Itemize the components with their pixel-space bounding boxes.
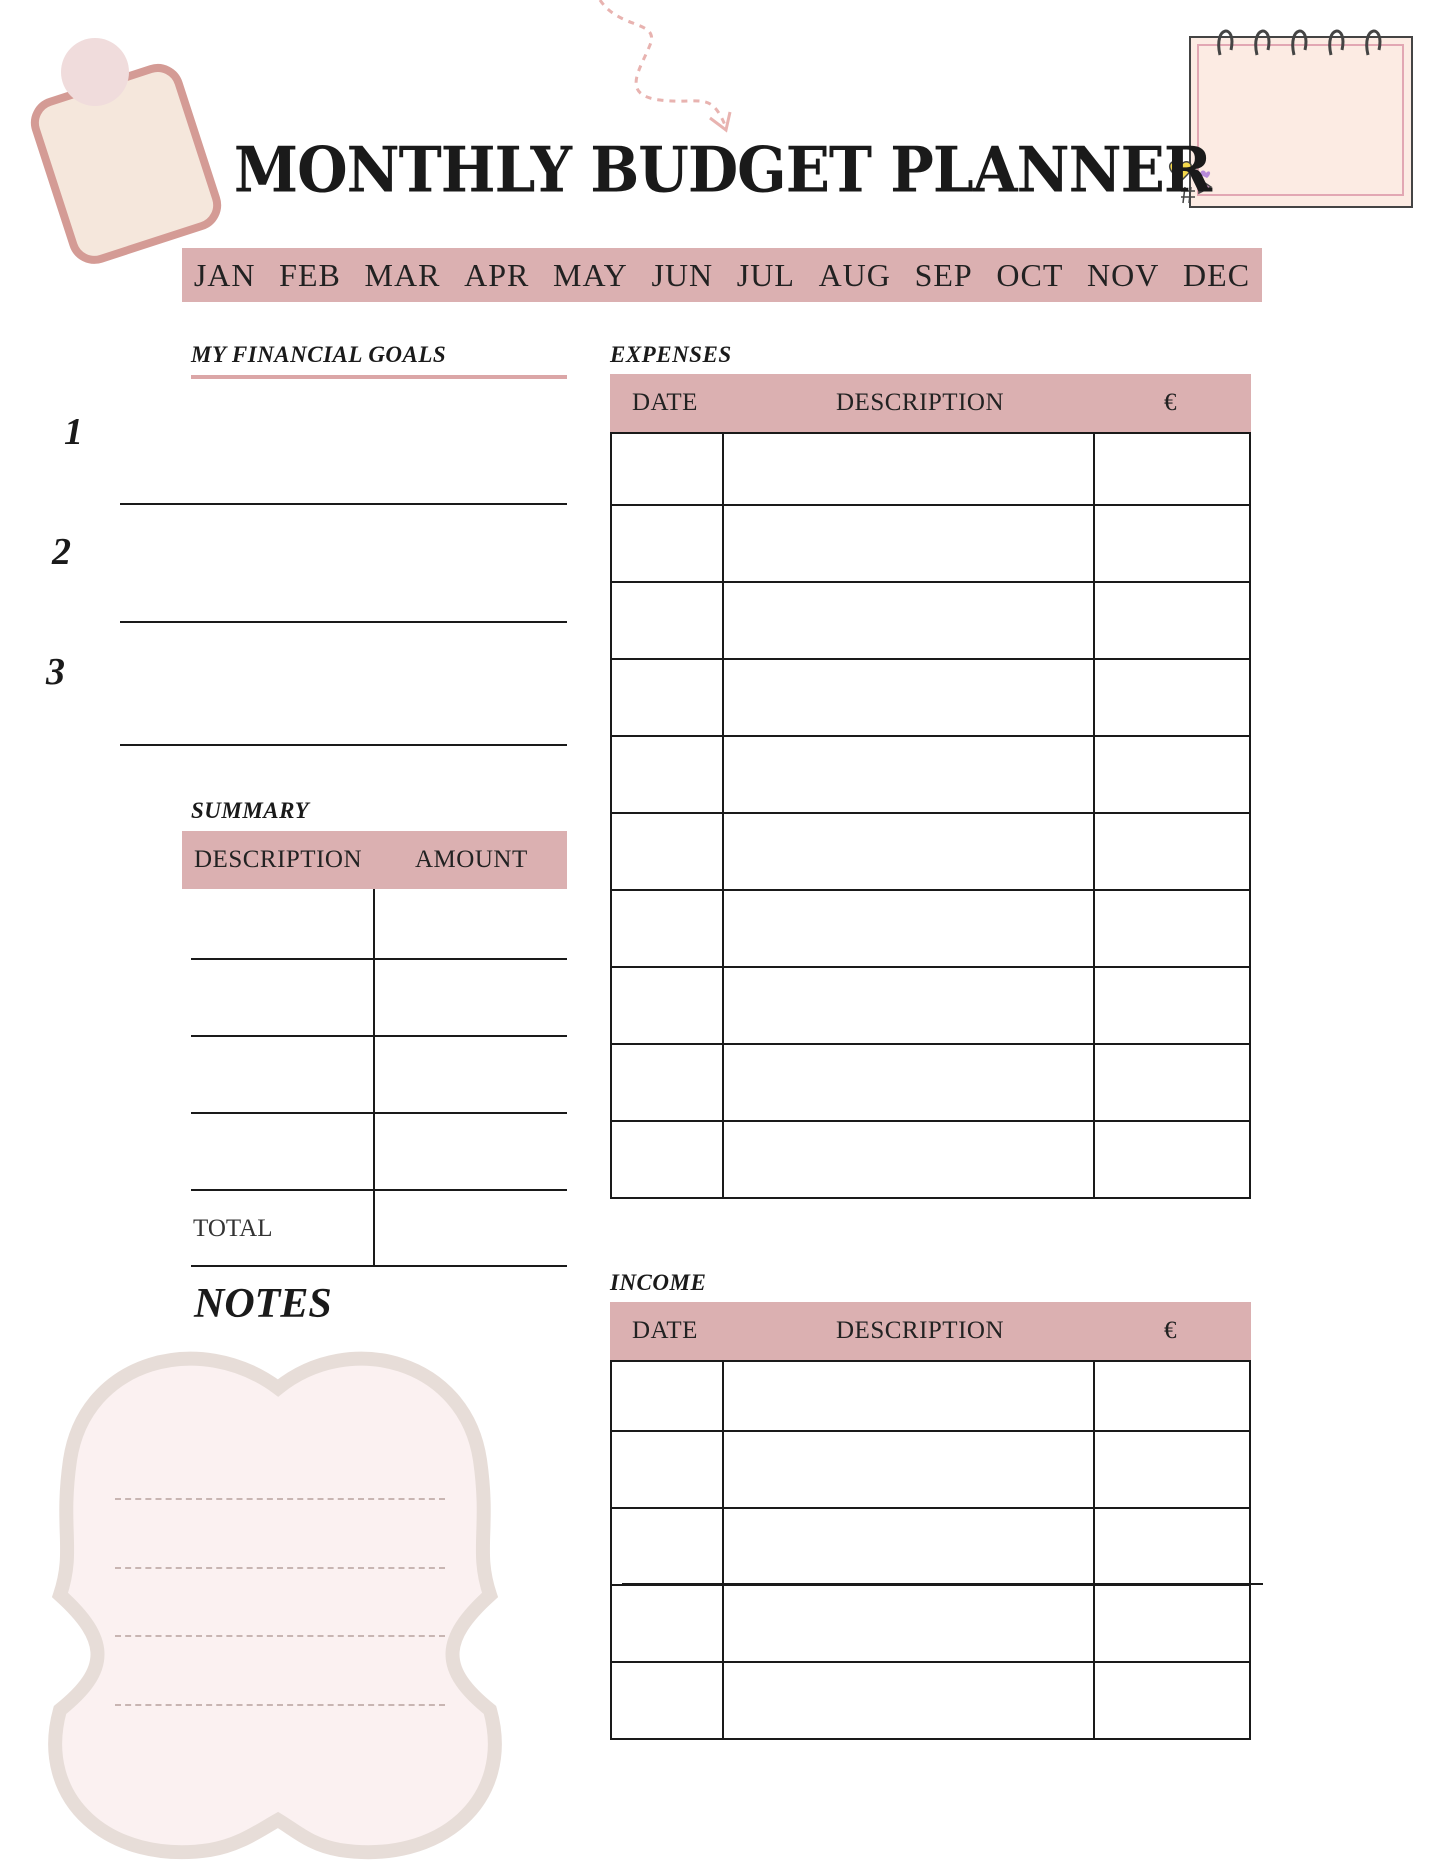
income-description-cell[interactable] — [723, 1585, 1094, 1662]
expense-amount-cell[interactable] — [1094, 736, 1250, 813]
expenses-rows — [611, 433, 1250, 1198]
income-amount-cell[interactable] — [1094, 1585, 1250, 1662]
table-row — [611, 659, 1250, 736]
goal-line-1[interactable] — [120, 503, 567, 505]
summary-row-line — [191, 1265, 567, 1267]
income-header — [610, 1302, 1251, 1360]
income-amount-cell[interactable] — [1094, 1431, 1250, 1508]
table-row — [611, 813, 1250, 890]
summary-col-amount: AMOUNT — [415, 846, 528, 873]
summary-row-line — [191, 1035, 567, 1037]
month-apr[interactable]: APR — [464, 256, 530, 293]
expense-description-cell[interactable] — [723, 890, 1094, 967]
income-amount-cell[interactable] — [1094, 1662, 1250, 1739]
goal-number-3: 3 — [46, 651, 65, 693]
expense-amount-cell[interactable] — [1094, 813, 1250, 890]
expenses-table — [610, 432, 1251, 1199]
table-row — [611, 1508, 1250, 1585]
table-row — [611, 967, 1250, 1044]
summary-col-description: DESCRIPTION — [194, 846, 363, 873]
month-selector — [182, 248, 1262, 302]
notes-line[interactable] — [115, 1635, 445, 1637]
expense-date-cell[interactable] — [611, 813, 723, 890]
notes-line[interactable] — [115, 1567, 445, 1569]
month-jul[interactable]: JUL — [736, 256, 795, 293]
expense-amount-cell[interactable] — [1094, 1121, 1250, 1198]
table-row — [611, 890, 1250, 967]
income-description-cell[interactable] — [723, 1662, 1094, 1739]
notes-card[interactable] — [20, 1340, 540, 1865]
notes-line[interactable] — [115, 1498, 445, 1500]
expense-date-cell[interactable] — [611, 890, 723, 967]
month-aug[interactable]: AUG — [818, 256, 891, 293]
table-row — [611, 433, 1250, 505]
month-mar[interactable]: MAR — [364, 256, 441, 293]
expense-date-cell[interactable] — [611, 505, 723, 582]
summary-header — [182, 831, 567, 889]
expense-date-cell[interactable] — [611, 1044, 723, 1121]
summary-row-line — [191, 1112, 567, 1114]
expense-description-cell[interactable] — [723, 967, 1094, 1044]
income-label: INCOME — [610, 1270, 707, 1295]
expense-amount-cell[interactable] — [1094, 433, 1250, 505]
month-feb[interactable]: FEB — [279, 256, 341, 293]
summary-total-label: TOTAL — [193, 1215, 273, 1242]
table-row — [611, 1662, 1250, 1739]
table-row — [611, 1121, 1250, 1198]
income-date-cell[interactable] — [611, 1508, 723, 1585]
month-dec[interactable]: DEC — [1183, 256, 1251, 293]
expenses-header — [610, 374, 1251, 432]
summary-label: SUMMARY — [191, 798, 310, 823]
expense-date-cell[interactable] — [611, 736, 723, 813]
income-col-date: DATE — [632, 1317, 698, 1344]
income-date-cell[interactable] — [611, 1361, 723, 1431]
table-row — [611, 505, 1250, 582]
summary-row-line — [191, 958, 567, 960]
notes-title: NOTES — [194, 1281, 332, 1327]
expense-amount-cell[interactable] — [1094, 1044, 1250, 1121]
expense-date-cell[interactable] — [611, 659, 723, 736]
dashed-arrow-icon — [590, 0, 750, 145]
income-col-amount: € — [1164, 1317, 1177, 1344]
summary-row-line — [191, 1189, 567, 1191]
goals-label: MY FINANCIAL GOALS — [191, 342, 447, 367]
income-rows — [611, 1361, 1250, 1739]
income-col-description: DESCRIPTION — [836, 1317, 1005, 1344]
expenses-col-description: DESCRIPTION — [836, 389, 1005, 416]
income-description-cell[interactable] — [723, 1361, 1094, 1431]
table-row — [611, 1361, 1250, 1431]
expense-description-cell[interactable] — [723, 433, 1094, 505]
expense-amount-cell[interactable] — [1094, 505, 1250, 582]
income-amount-cell[interactable] — [1094, 1508, 1250, 1585]
goal-line-3[interactable] — [120, 744, 567, 746]
expense-date-cell[interactable] — [611, 967, 723, 1044]
expense-amount-cell[interactable] — [1094, 582, 1250, 659]
income-description-cell[interactable] — [723, 1431, 1094, 1508]
page-title: MONTHLY BUDGET PLANNER — [233, 133, 1212, 207]
expense-description-cell[interactable] — [723, 505, 1094, 582]
expenses-col-amount: € — [1164, 389, 1177, 416]
expense-amount-cell[interactable] — [1094, 890, 1250, 967]
expense-amount-cell[interactable] — [1094, 967, 1250, 1044]
goal-line-2[interactable] — [120, 621, 567, 623]
month-oct[interactable]: OCT — [996, 256, 1064, 293]
month-nov[interactable]: NOV — [1087, 256, 1160, 293]
goal-number-2: 2 — [52, 531, 71, 573]
table-row — [611, 582, 1250, 659]
notes-line[interactable] — [115, 1704, 445, 1706]
income-amount-cell[interactable] — [1094, 1361, 1250, 1431]
summary-column-divider — [373, 889, 375, 1266]
table-row — [611, 1585, 1250, 1662]
income-description-cell[interactable] — [723, 1508, 1094, 1585]
expense-description-cell[interactable] — [723, 659, 1094, 736]
expense-description-cell[interactable] — [723, 813, 1094, 890]
income-overhang-line — [622, 1583, 1263, 1585]
expense-description-cell[interactable] — [723, 1044, 1094, 1121]
expense-amount-cell[interactable] — [1094, 659, 1250, 736]
table-row — [611, 1044, 1250, 1121]
income-date-cell[interactable] — [611, 1431, 723, 1508]
income-date-cell[interactable] — [611, 1585, 723, 1662]
table-row — [611, 1431, 1250, 1508]
expense-description-cell[interactable] — [723, 736, 1094, 813]
month-sep[interactable]: SEP — [914, 256, 973, 293]
goal-number-1: 1 — [64, 411, 83, 453]
month-may[interactable]: MAY — [553, 256, 628, 293]
table-row — [611, 736, 1250, 813]
expenses-label: EXPENSES — [610, 342, 732, 367]
expense-description-cell[interactable] — [723, 582, 1094, 659]
expenses-col-date: DATE — [632, 389, 698, 416]
month-jun[interactable]: JUN — [651, 256, 714, 293]
expense-date-cell[interactable] — [611, 433, 723, 505]
month-jan[interactable]: JAN — [193, 256, 256, 293]
income-date-cell[interactable] — [611, 1662, 723, 1739]
income-table — [610, 1360, 1251, 1740]
expense-description-cell[interactable] — [723, 1121, 1094, 1198]
expense-date-cell[interactable] — [611, 582, 723, 659]
goals-underline — [191, 375, 567, 379]
expense-date-cell[interactable] — [611, 1121, 723, 1198]
